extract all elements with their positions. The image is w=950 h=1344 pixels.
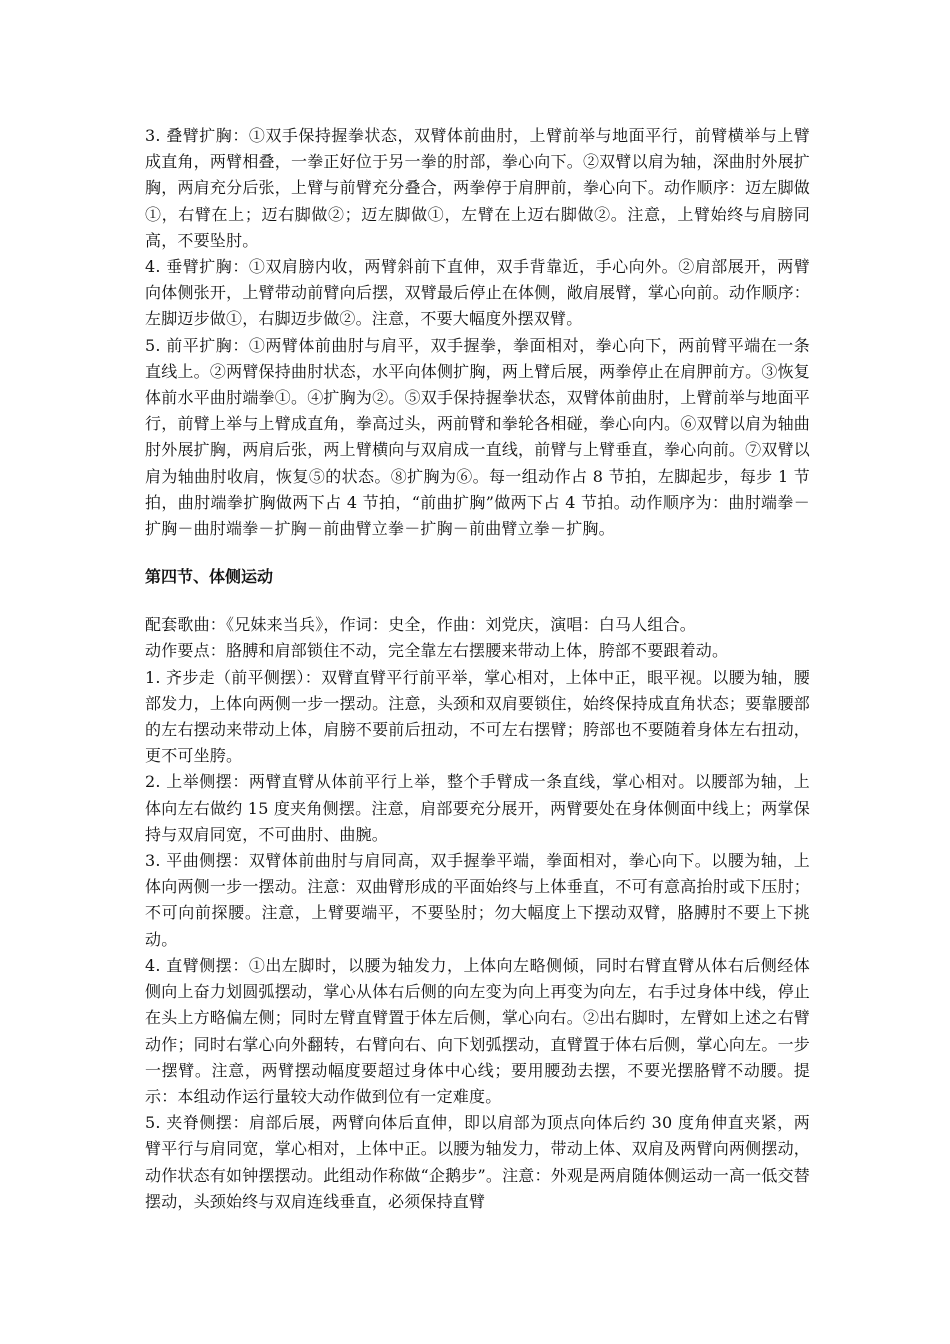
paragraph-lowered-arm-chest-expansion: 4. 垂臂扩胸：①双肩膀内收，两臂斜前下直伸，双手背靠近，手心向外。②肩部展开，两臂向体侧张开，上臂带动前臂向后摆，双臂最后停止在体侧，敞肩展臂，掌心向前。动作顺序：左脚迈步做①，右脚迈步做②。注意，不要大幅度外摆双臂。 [145,257,810,329]
paragraph-forward-level-chest-expansion: 5. 前平扩胸：①两臂体前曲肘与肩平，双手握拳，拳面相对，拳心向下，两前臂平端在一条直线上。②两臂保持曲肘状态，水平向体侧扩胸，两上臂后展，两拳停止在肩胛前方。③恢复体前水平曲肘端拳①。④扩胸为②。⑤双手保持握拳状态，双臂体前曲肘，上臂前举与地面平行，前臂上举与上臂成直角，拳高过头，两前臂和拳轮各相碰，拳心向内。⑥双臂以肩为轴曲肘外展扩胸，两肩后张，两上臂横向与双肩成一直线，前臂与上臂垂直，拳心向前。⑦双臂以肩为轴曲肘收肩，恢复⑤的状态。⑧扩胸为⑥。每一组动作占 8 节拍，左脚起步，每步 1 节拍，曲肘端拳扩胸做两下占 4 节拍，“前曲扩胸”做两下占 4 节拍。动作顺序为：曲肘端拳－扩胸－曲肘端拳－扩胸－前曲臂立拳－扩胸－前曲臂立拳－扩胸。 [145,335,810,539]
paragraph-back-clamp-side-swing: 5. 夹脊侧摆：肩部后展，两臂向体后直伸，即以肩部为顶点向体后约 30 度角伸直夹紧，两臂平行与肩同宽，掌心相对，上体中正。以腰为轴发力，带动上体、双肩及两臂向两侧摆动，动作状态有如钟摆摆动。此组动作称做“企鹅步”。注意：外观是两肩随体侧运动一高一低交替摆动，头颈始终与双肩连线垂直，必须保持直臂 [145,1113,810,1211]
section-heading-side-exercise: 第四节、体侧运动 [145,567,274,587]
paragraph-folded-arm-chest-expansion: 3. 叠臂扩胸：①双手保持握拳状态，双臂体前曲肘，上臂前举与地面平行，前臂横举与上臂成直角，两臂相叠，一拳正好位于另一拳的肘部，拳心向下。②双臂以肩为轴，深曲肘外展扩胸，两肩充分后张，上臂与前臂充分叠合，两拳停于肩胛前，拳心向下。动作顺序：迈左脚做①，右臂在上；迈右脚做②；迈左脚做①，左臂在上迈右脚做②。注意，上臂始终与肩膀同高，不要坠肘。 [145,126,810,250]
paragraph-raised-arm-side-swing: 2. 上举侧摆：两臂直臂从体前平行上举，整个手臂成一条直线，掌心相对。以腰部为轴，上体向左右做约 15 度夹角侧摆。注意，肩部要充分展开，两臂要处在身体侧面中线上；两掌保持与双肩同宽，不可曲肘、曲腕。 [145,772,810,844]
paragraph-key-points: 动作要点：胳膊和肩部锁住不动，完全靠左右摆腰来带动上体，胯部不要跟着动。 [145,641,729,661]
paragraph-march-side-swing: 1. 齐步走（前平侧摆）：双臂直臂平行前平举，掌心相对，上体中正，眼平视。以腰为轴，腰部发力，上体向两侧一步一摆动。注意，头颈和双肩要锁住，始终保持成直角状态；要靠腰部的左右摆动来带动上体，肩膀不要前后扭动，不可左右摆臂；胯部也不要随着身体左右扭动，更不可坐胯。 [145,667,810,766]
paragraph-song-info: 配套歌曲：《兄妹来当兵》，作词：史全，作曲：刘党庆，演唱：白马人组合。 [145,615,697,635]
paragraph-level-bent-side-swing: 3. 平曲侧摆：双臂体前曲肘与肩同高，双手握拳平端，拳面相对，拳心向下。以腰为轴，上体向两侧一步一摆动。注意：双曲臂形成的平面始终与上体垂直，不可有意高抬肘或下压肘；不可向前探腰。注意，上臂要端平，不要坠肘；勿大幅度上下摆动双臂，胳膊肘不要上下挑动。 [145,851,810,949]
paragraph-straight-arm-side-swing: 4. 直臂侧摆：①出左脚时，以腰为轴发力，上体向左略侧倾，同时右臂直臂从体右后侧经体侧向上奋力划圆弧摆动，掌心从体右后侧的向左变为向上再变为向左，右手过身体中线，停止在头上方略偏左侧；同时左臂直臂置于体左后侧，掌心向右。②出右脚时，左臂如上述之右臂动作；同时右掌心向外翻转，右臂向右、向下划弧摆动，直臂置于体右后侧，掌心向左。一步一摆臂。注意，两臂摆动幅度要超过身体中心线；要用腰劲去摆，不要光摆胳臂不动腰。提示：本组动作运行量较大动作做到位有一定难度。 [145,955,810,1106]
